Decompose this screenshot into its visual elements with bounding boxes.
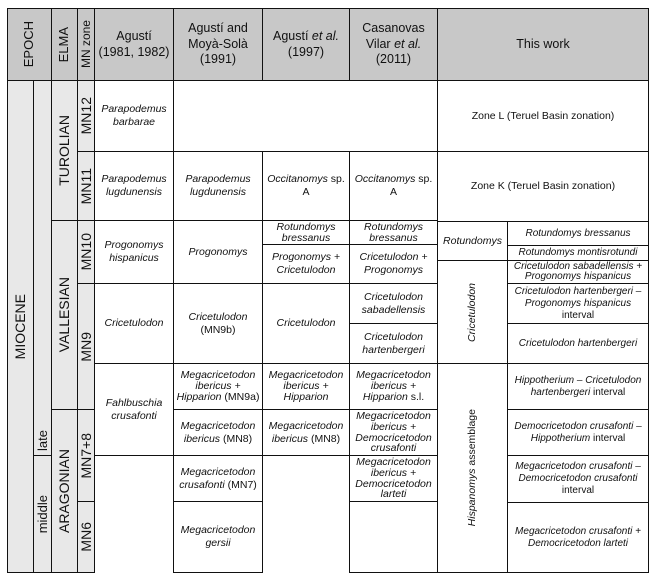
italic-text: Hippotherium – Cricetulodon hartenbergeri [514, 374, 642, 398]
cell-thiswork-cricetulodon [437, 260, 508, 364]
italic-text: Progonomys + Cricetulodon [272, 251, 340, 276]
cell-agusti1981-mn9 [94, 283, 174, 364]
italic-text: Cricetulodon [276, 317, 336, 330]
elma-turolian-label: TUROLIAN [56, 115, 73, 186]
italic-text: Megacricetodon ibericus + Hipparion [356, 369, 431, 403]
cell-text [471, 180, 615, 193]
text: (1997) [287, 44, 325, 59]
italic-text: Cricetulodon hartenbergeri [362, 330, 425, 356]
text: (MN9a) [221, 390, 260, 403]
header-agusti-1981 [94, 8, 174, 81]
text: sp. A [302, 173, 345, 198]
cell-thiswork-rotundomys [437, 221, 508, 261]
cell-thiswork-hartenbergeri-interval [507, 283, 649, 324]
cell-text [511, 375, 645, 399]
mn11-label: MN11 [77, 167, 94, 205]
italic-text: et al. [311, 28, 340, 43]
mn6-label: MN6 [77, 522, 94, 552]
cell-agusti1981-mn11 [94, 151, 174, 221]
cell-text [177, 311, 259, 336]
mn-zone-mn7-8 [77, 409, 95, 502]
italic-text: Megacricetodon ibericus [268, 419, 344, 445]
cell-agusti1997-mn8 [262, 409, 350, 456]
italic-text: Rotundomys bressanus [364, 220, 423, 244]
cell-text [353, 173, 434, 198]
cell-text [351, 411, 436, 455]
text: (MN8) [308, 432, 341, 445]
italic-text: Megacricetodon ibericus + Hipparion [176, 369, 256, 403]
cell-thiswork-hispanomys [437, 363, 508, 573]
italic-text: et al. [394, 36, 422, 51]
cell-thiswork-megacricetodon-interval [507, 455, 649, 503]
italic-text: Democricetodon crusafonti – Hippotherium [514, 420, 642, 444]
cell-text [266, 29, 346, 60]
text: sp. A [389, 173, 433, 198]
cell-text [266, 251, 346, 276]
mn-zone-mn6 [77, 501, 95, 573]
cell-text [105, 317, 164, 330]
italic-text: Cricetulodon + Progonomys [359, 251, 428, 276]
subepoch-late [33, 80, 52, 456]
cell-casanovas-rotundomys [349, 220, 438, 245]
cell-casanovas-hipparion [349, 363, 438, 410]
cell-thiswork-democricetodon-interval [507, 409, 649, 456]
hispanomys-vertical-label [466, 409, 479, 526]
header-this-work-label: This work [516, 36, 570, 51]
italic-text: Rotundomys montisrotundi [518, 247, 638, 258]
elma-turolian [51, 80, 78, 221]
italic-text: Cricetulodon [188, 310, 248, 323]
cell-agusti1997-mn9 [262, 283, 350, 364]
cell-text [175, 370, 261, 403]
cell-agusti1981-mn12 [94, 80, 174, 152]
text: interval [561, 485, 595, 496]
italic-text: Cricetulodon [104, 317, 164, 330]
cell-agusti1991-mn6 [173, 501, 263, 573]
cell-text [466, 283, 478, 342]
cell-agusti1991-mn7 [173, 455, 263, 502]
elma-aragonian-label: ARAGONIAN [56, 448, 73, 533]
mn-zone-mn10 [77, 220, 95, 284]
cell-thiswork-rot-bressanus [507, 221, 649, 246]
cell-text [353, 21, 434, 68]
italic-text: Rotundomys bressanus [276, 220, 336, 244]
cell-agusti1991-mn8 [173, 409, 263, 456]
italic-text: Cricetulodon hartenbergeri – Progonomys hispanicus [514, 285, 642, 309]
text: s.l. [407, 390, 425, 403]
italic-text: Progonomys [188, 245, 248, 258]
italic-text: Megacricetodon ibericus [180, 419, 256, 445]
elma-aragonian [51, 409, 78, 573]
cell-casanovas-hartenbergeri [349, 323, 438, 364]
italic-text: Parapodemus barbarae [101, 103, 167, 128]
cell-text [177, 21, 259, 68]
cell-text [264, 370, 348, 403]
italic-text: Parapodemus lugdunensis [101, 173, 167, 198]
italic-text: Parapodemus lugdunensis [185, 173, 251, 198]
cell-text [525, 228, 630, 240]
cell-casanovas-larteti [349, 455, 438, 502]
cell-text [266, 420, 346, 445]
cell-casanovas-crusafonti [349, 409, 438, 456]
cell-thiswork-hippotherium-interval [507, 363, 649, 410]
cell-thiswork-megacricetodon-larteti [507, 502, 649, 573]
header-this-work [437, 8, 649, 81]
cell-text [353, 331, 434, 356]
text: Agustí and Moyà-Solà (1991) [188, 21, 248, 67]
header-casanovas-2011 [349, 8, 438, 81]
italic-text: Cricetulodon hartenbergeri [518, 337, 638, 349]
header-agusti-1997 [262, 8, 350, 81]
cell-agusti1997-hipparion [262, 363, 350, 410]
cell-casanovas-mn11 [349, 151, 438, 221]
text: (MN9b) [200, 323, 236, 336]
cell-text [351, 222, 436, 244]
mn10-label: MN10 [77, 233, 94, 271]
cell-agusti1981-fahlbuschia [94, 363, 174, 456]
subepoch-late-label: late [34, 430, 50, 451]
cell-text [98, 397, 170, 422]
italic-text: Occitanomys [267, 173, 328, 186]
cell-casanovas-cricetulodon-progonomys [349, 244, 438, 284]
epoch-miocene [7, 80, 34, 573]
elma-vallesian [51, 220, 78, 410]
mn-zone-mn12 [77, 80, 95, 152]
cell-text [277, 317, 336, 330]
mn-zone-mn9 [77, 283, 95, 410]
header-elma-label: ELMA [56, 26, 72, 63]
cell-text [98, 239, 170, 264]
cell-text [519, 247, 638, 259]
cell-agusti1991-mn10 [173, 220, 263, 284]
cell-text [177, 466, 259, 491]
cell-text [351, 370, 436, 403]
mn9-label: MN9 [77, 331, 94, 362]
text: (MN7) [224, 478, 257, 491]
cell-agusti1991-mn9a [173, 363, 263, 410]
cell-agusti1997-progonomys [262, 244, 350, 284]
text: Zone K (Teruel Basin zonation) [470, 180, 616, 193]
italic-text: Megacricetodon gersii [180, 524, 256, 549]
cell-thiswork-zone-l [437, 80, 649, 152]
cell-text [472, 110, 615, 123]
cell-thiswork-zone-k [437, 151, 649, 222]
header-elma [51, 8, 78, 81]
cell-text [264, 222, 348, 244]
header-agusti-1981-label: Agustí (1981, 1982) [98, 28, 170, 59]
cell-text [466, 409, 478, 526]
italic-text: Megacricetodon ibericus + Democricetodon larteti [355, 455, 432, 501]
subepoch-middle-label: middle [34, 494, 50, 534]
text: Casanovas Vilar [362, 21, 425, 51]
cricetulodon-vertical-label [466, 283, 479, 342]
cell-text [353, 251, 434, 276]
italic-text: Megacricetodon crusafonti [179, 465, 256, 491]
header-agusti-moya-1991 [173, 8, 263, 81]
italic-text: Cricetulodon sabadellensis [361, 290, 426, 316]
header-mn-zone [77, 8, 95, 81]
cell-text [351, 457, 436, 501]
italic-text: Rotundomys bressanus [525, 227, 631, 239]
italic-text: Hispanomys [466, 468, 479, 527]
cell-text [189, 246, 248, 259]
text: Zone L (Teruel Basin zonation) [471, 109, 615, 122]
mn12-label: MN12 [77, 97, 94, 135]
text: Agustí [272, 28, 312, 43]
subepoch-middle [33, 455, 52, 573]
cell-text [98, 103, 170, 128]
text: (2011) [375, 52, 412, 67]
cell-text [353, 291, 434, 316]
cell-thiswork-hartenbergeri [507, 323, 649, 364]
cell-text [443, 235, 502, 248]
text: interval [590, 386, 626, 398]
text: interval [590, 432, 626, 444]
text: interval [561, 309, 595, 321]
italic-text: Megacricetodon crusafonti – Democricetodon crusafonti [515, 461, 641, 484]
cell-agusti1991-mn9b [173, 283, 263, 364]
cell-agusti1997-rotundomys [262, 220, 350, 245]
cell-text [519, 338, 637, 350]
cell-text [511, 286, 645, 322]
cell-text [177, 173, 259, 198]
cell-text [266, 173, 346, 198]
cell-agusti1997-mn11 [262, 151, 350, 221]
cell-agusti1981-empty [94, 455, 174, 573]
italic-text: Cricetulodon sabadellensis + Progonomys hispanicus [513, 260, 643, 282]
mn-zone-mn11 [77, 151, 95, 221]
elma-vallesian-label: VALLESIAN [56, 277, 73, 353]
italic-text: Megacricetodon ibericus + Hipparion [268, 369, 344, 403]
mn7-8-label: MN7+8 [77, 432, 94, 479]
cell-thiswork-sabadellensis [507, 260, 649, 284]
cell-text [511, 526, 645, 550]
cell-casanovas-sabadellensis [349, 283, 438, 324]
italic-text: Rotundomys [443, 234, 502, 247]
cell-text [511, 421, 645, 445]
cell-thiswork-rot-montisrotundi [507, 245, 649, 261]
italic-text: Megacricetodon crusafonti + Democricetodon larteti [515, 525, 641, 549]
italic-text: Cricetulodon [466, 282, 479, 342]
cell-casanovas-empty [349, 501, 438, 573]
cell-agusti1991-mn11 [173, 151, 263, 221]
cell-text [511, 461, 645, 497]
cell-agusti1981-mn10 [94, 220, 174, 284]
header-epoch-label: EPOCH [21, 21, 37, 68]
epoch-label: MIOCENE [12, 293, 29, 360]
cell-text [509, 262, 647, 283]
cell-text [177, 524, 259, 549]
italic-text: Fahlbuschia crusafonti [105, 396, 163, 422]
header-epoch [7, 8, 52, 81]
header-mn-label: MN zone [78, 20, 93, 69]
italic-text: Occitanomys [354, 173, 416, 186]
cell-mn12-blank [173, 80, 438, 152]
cell-text [98, 173, 170, 198]
italic-text: Progonomys hispanicus [104, 239, 164, 264]
cell-text [177, 420, 259, 445]
text: assemblage [466, 409, 479, 469]
text: (MN8) [220, 432, 253, 445]
italic-text: Megacricetodon ibericus + Democricetodon crusafonti [355, 409, 432, 455]
